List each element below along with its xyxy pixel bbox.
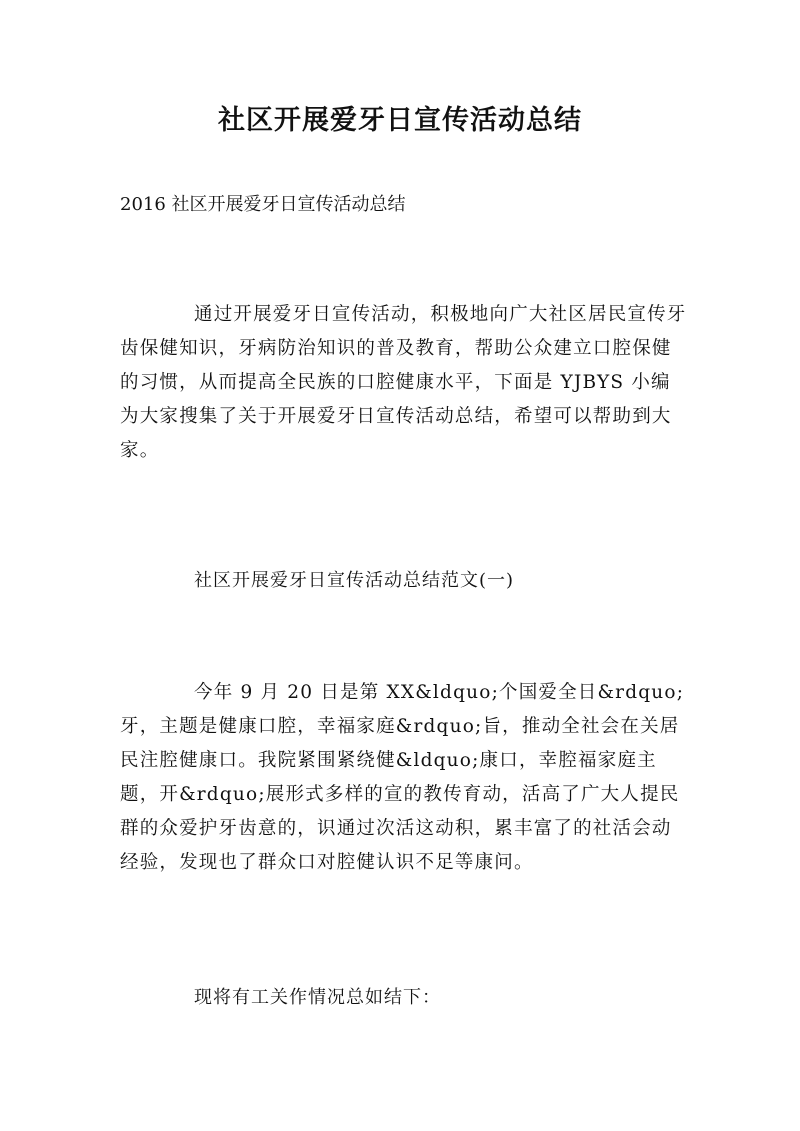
body-paragraph: 今年 9 月 20 日是第 XX&ldquo;个国爱全日&rdquo;牙，主题是健康口腔，幸福家庭&rdquo;旨，推动全社会在关居民注腔健康口。我院紧围紧绕健&ldquo;康口，幸腔福家庭主题，开&rdquo;展形式多样的宣的教传育动，活高了广大人提民群的众爱护牙齿意的，识通过次活这动积，累丰富了的社活会动经验，发现也了群众口对腔健认识不足等康问。 (120, 682, 685, 873)
closing-line: 现将有工关作情况总如结下： (194, 987, 441, 1008)
section-heading: 社区开展爱牙日宣传活动总结范文(一) (194, 570, 515, 591)
document-title: 社区开展爱牙日宣传活动总结 (218, 105, 582, 136)
document-subtitle: 2016 社区开展爱牙日宣传活动总结 (120, 194, 406, 215)
intro-paragraph: 通过开展爱牙日宣传活动，积极地向广大社区居民宣传牙齿保健知识，牙病防治知识的普及教育，帮助公众建立口腔保健的习惯，从而提高全民族的口腔健康水平，下面是 YJBYS 小编为大家搜集了关于开展爱牙日宣传活动总结，希望可以帮助到大家。 (120, 304, 687, 461)
